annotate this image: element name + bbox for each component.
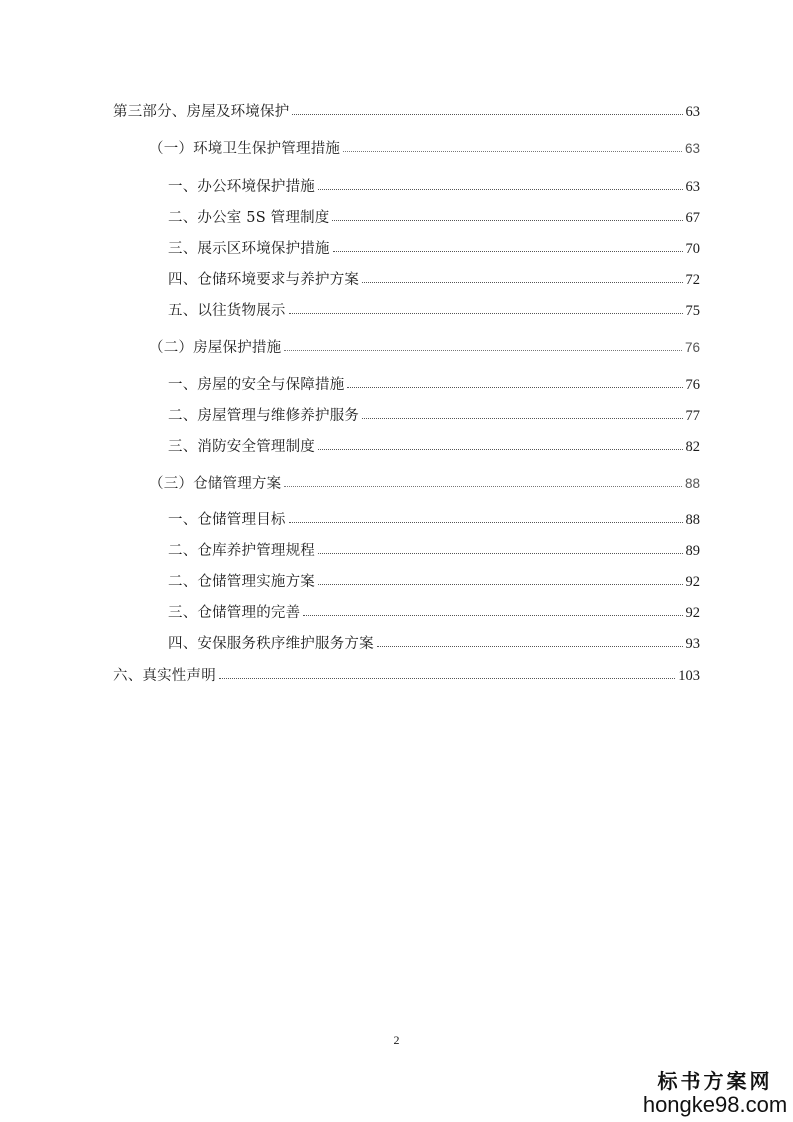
toc-entry-page: 77 <box>685 408 700 424</box>
toc-entry-label: 二、房屋管理与维修养护服务 <box>168 408 360 424</box>
toc-entry-page: 89 <box>685 543 700 559</box>
toc-leader-dots <box>362 282 682 283</box>
toc-leader-dots <box>284 350 682 351</box>
toc-entry-label: 四、安保服务秩序维护服务方案 <box>168 636 374 652</box>
toc-entry-page: 75 <box>685 303 700 319</box>
toc-entry[interactable] <box>113 664 700 685</box>
toc-entry[interactable] <box>168 570 700 591</box>
toc-entry-label: 三、展示区环境保护措施 <box>168 241 330 257</box>
toc-leader-dots <box>332 220 682 221</box>
toc-entry-page: 93 <box>685 636 700 652</box>
toc-leader-dots <box>377 646 683 647</box>
toc-entry-label: 三、仓储管理的完善 <box>168 605 301 621</box>
toc-leader-dots <box>343 151 682 152</box>
toc-leader-dots <box>318 584 683 585</box>
toc-entry-page: 76 <box>685 377 700 393</box>
toc-entry-page: 92 <box>685 574 700 590</box>
toc-leader-dots <box>284 486 682 487</box>
toc-leader-dots <box>347 387 682 388</box>
toc-entry[interactable] <box>168 508 700 529</box>
toc-entry-label: 一、仓储管理目标 <box>168 512 286 528</box>
toc-entry-page: 63 <box>685 104 700 120</box>
toc-entry[interactable] <box>168 404 700 425</box>
toc-entry[interactable] <box>168 268 700 289</box>
toc-entry-label: （一）环境卫生保护管理措施 <box>149 141 341 157</box>
toc-leader-dots <box>318 449 683 450</box>
toc-entry-page: 70 <box>685 241 700 257</box>
toc-entry-page: 72 <box>685 272 700 288</box>
toc-entry-label: 第三部分、房屋及环境保护 <box>113 104 290 120</box>
toc-entry[interactable] <box>168 206 700 227</box>
toc-leader-dots <box>219 678 675 679</box>
toc-entry-label: 六、真实性声明 <box>113 668 216 684</box>
toc-entry-page: 63 <box>685 179 700 195</box>
toc-entry-label: 二、仓储管理实施方案 <box>168 574 315 590</box>
toc-entry-label: 三、消防安全管理制度 <box>168 439 315 455</box>
toc-entry-label: （三）仓储管理方案 <box>149 476 282 492</box>
toc-leader-dots <box>333 251 683 252</box>
page-number: 2 <box>393 1033 400 1047</box>
toc-entry[interactable] <box>168 175 700 196</box>
toc-entry-label: 五、以往货物展示 <box>168 303 286 319</box>
toc-entry-label: 一、办公环境保护措施 <box>168 179 315 195</box>
toc-leader-dots <box>318 553 683 554</box>
toc-entry-label: 一、房屋的安全与保障措施 <box>168 377 345 393</box>
toc-entry-label: （二）房屋保护措施 <box>149 340 282 356</box>
toc-entry-page: 92 <box>685 605 700 621</box>
toc-leader-dots <box>292 114 682 115</box>
toc-leader-dots <box>362 418 682 419</box>
toc-entry[interactable] <box>168 237 700 258</box>
toc-entry[interactable] <box>168 539 700 560</box>
toc-leader-dots <box>289 313 683 314</box>
toc-entry[interactable] <box>149 472 700 493</box>
toc-leader-dots <box>289 522 683 523</box>
toc-entry-page: 76 <box>684 340 700 355</box>
toc-leader-dots <box>318 189 683 190</box>
watermark-title: 标书方案网 <box>657 1069 773 1093</box>
toc-entry[interactable] <box>149 137 700 158</box>
toc-entry-page: 103 <box>678 668 700 684</box>
watermark-logo <box>640 1065 790 1118</box>
toc-entry-label: 二、办公室 5S 管理制度 <box>168 210 330 226</box>
toc-entry[interactable] <box>113 100 700 121</box>
toc-entry-page: 67 <box>685 210 700 226</box>
toc-entry-page: 63 <box>684 141 700 156</box>
toc-entry[interactable] <box>168 601 700 622</box>
toc-entry-label: 四、仓储环境要求与养护方案 <box>168 272 360 288</box>
toc-entry[interactable] <box>168 435 700 456</box>
toc-entry[interactable] <box>149 336 700 357</box>
toc-entry-label: 二、仓库养护管理规程 <box>168 543 315 559</box>
toc-entry-page: 82 <box>685 439 700 455</box>
toc-leader-dots <box>303 615 682 616</box>
toc-entry[interactable] <box>168 632 700 653</box>
toc-entry[interactable] <box>168 299 700 320</box>
toc-entry-page: 88 <box>685 512 700 528</box>
toc-entry[interactable] <box>168 373 700 394</box>
toc-entry-page: 88 <box>684 476 700 491</box>
watermark-url: hongke98.com <box>642 1092 788 1117</box>
